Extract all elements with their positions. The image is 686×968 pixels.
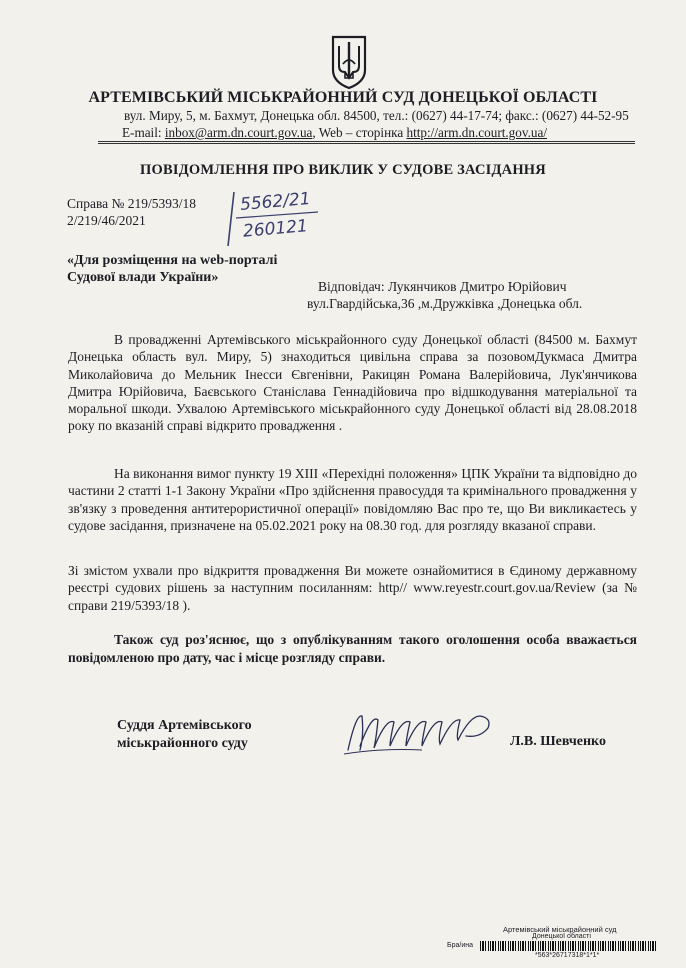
footer-label: Бра/ина (447, 942, 473, 949)
email-link[interactable]: inbox@arm.dn.court.gov.ua (164, 125, 313, 140)
registration-date-handwritten: 260121 (242, 216, 309, 242)
footer-court-name: Артемівський міськрайонний суд (503, 925, 617, 934)
coat-of-arms-icon (329, 34, 369, 90)
court-address: вул. Миру, 5, м. Бахмут, Донецька обл. 84500, тел.: (0627) 44-17-74; факс.: (0627) 44-52-95 (124, 108, 629, 123)
website-link[interactable]: http://arm.dn.court.gov.ua/ (406, 125, 547, 140)
registration-number-handwritten: 5562/21 (239, 188, 312, 216)
placement-note-line: Судової влади України» (67, 270, 219, 285)
judge-title (117, 717, 252, 753)
legal-notice: Також суд роз'яснює, що з опублікуванням такого оголошення особа вважається повідомленою про дату, час і місце розгляду справи. (68, 632, 637, 665)
web-label: , Web – сторінка (312, 125, 407, 140)
document-title: ПОВІДОМЛЕННЯ ПРО ВИКЛИК У СУДОВЕ ЗАСІДАННЯ (140, 162, 546, 178)
body-paragraph: На виконання вимог пункту 19 ХІІІ «Перехідні положення» ЦПК України та відповідно до частини 2 статті 1-1 Закону України «Про здійснення правосуддя та кримінального провадження у зв'язку з проведення антитерористичної операції» повідомляю Вас про те, що Ви викликаєтесь у судове засідання, призначене на 05.02.2021 року на 08.30 год. для розгляду вказаної справи. (68, 466, 637, 533)
proceeding-number: 2/219/46/2021 (67, 213, 146, 228)
respondent-address: вул.Гвардійська,36 ,м.Дружківка ,Донецька обл. (307, 296, 583, 311)
barcode-number: *563*26717318*1*1* (535, 952, 600, 959)
judge-title-line: міськрайонного суду (117, 736, 248, 751)
body-paragraph: В провадженні Артемівського міськрайонного суду Донецької області (84500 м. Бахмут Донецька область вул. Миру, 5) знаходиться цивільна справа за позовомДукмаса Дмитра Миколайовича до Мельник Інесси Євгенівни, Ракицян Романа Валерійовича, Лук'янчикова Дмитра Юрійовича, Баєвського Станіслава Геннадійовича про відшкодування матеріальної та моральної шкоди. Ухвалою Артемівського міськрайонного суду Донецької області від 28.08.2018 року по вказаній справі відкрито провадження . (68, 332, 637, 434)
respondent-name: Відповідач: Лукянчиков Дмитро Юрійович (318, 279, 567, 294)
footer-region: Донецької області (532, 933, 591, 940)
body-paragraph: Зі змістом ухвали про відкриття провадження Ви можете ознайомитися в Єдиному державному реєстрі судових рішень за наступним посиланням: http// www.reyestr.court.gov.ua/Review (за № справи 219/5393/18 ). (68, 563, 637, 613)
case-number: Справа № 219/5393/18 (67, 196, 197, 211)
court-name: АРТЕМІВСЬКИЙ МІСЬКРАЙОННИЙ СУД ДОНЕЦЬКОЇ ОБЛАСТІ (88, 89, 598, 106)
placement-note (67, 252, 277, 286)
judge-name: Л.В. Шевченко (510, 734, 606, 749)
header-divider (98, 141, 635, 142)
placement-note-line: «Для розміщення на web-порталі (67, 253, 278, 268)
email-label: E-mail: (122, 125, 165, 140)
handwritten-signature (342, 706, 510, 758)
header-divider-secondary (98, 143, 635, 144)
judge-title-line: Суддя Артемівського (117, 718, 252, 733)
court-contacts (122, 125, 547, 141)
barcode (480, 941, 656, 951)
